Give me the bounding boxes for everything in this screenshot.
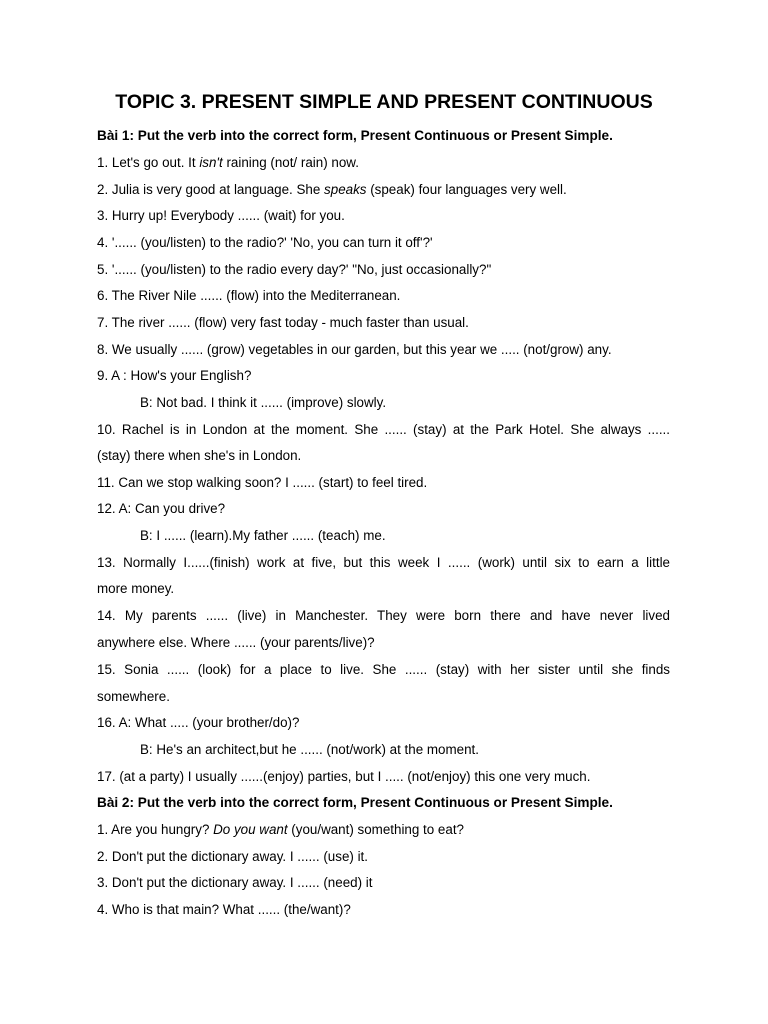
exercise-1-question-7: 7. The river ...... (flow) very fast today - much faster than usual. — [97, 315, 469, 330]
exercise-2-heading: Bài 2: Put the verb into the correct form, Present Continuous or Present Simple. — [97, 795, 613, 810]
exercise-1-question-16-a: 16. A: What ..... (your brother/do)? — [97, 715, 300, 730]
exercise-1-question-14-line-1: 14. My parents ...... (live) in Manchester. They were born there and have never lived — [97, 608, 670, 623]
exercise-1-question-16-b: B: He's an architect,but he ...... (not/work) at the moment. — [140, 742, 479, 757]
exercise-1-question-10-line-1: 10. Rachel is in London at the moment. She ...... (stay) at the Park Hotel. She always ...... — [97, 422, 670, 437]
exercise-1-question-13-line-1: 13. Normally I......(finish) work at five, but this week I ...... (work) until six to earn a little — [97, 555, 670, 570]
exercise-1-question-12-a: 12. A: Can you drive? — [97, 501, 226, 516]
exercise-1-question-9-b: B: Not bad. I think it ...... (improve) slowly. — [140, 395, 387, 410]
exercise-1-question-14-line-2: anywhere else. Where ...... (your parents/live)? — [97, 635, 375, 650]
page-title: TOPIC 3. PRESENT SIMPLE AND PRESENT CONTINUOUS — [115, 91, 653, 113]
exercise-1-question-10-line-2: (stay) there when she's in London. — [97, 448, 302, 463]
exercise-1-question-2: 2. Julia is very good at language. She speaks (speak) four languages very well. — [97, 182, 567, 197]
exercise-1-question-11: 11. Can we stop walking soon? I ...... (start) to feel tired. — [97, 475, 428, 490]
exercise-1-question-1: 1. Let's go out. It isn't raining (not/ rain) now. — [97, 155, 359, 170]
exercise-1-question-15-line-2: somewhere. — [97, 689, 170, 704]
exercise-2-question-2: 2. Don't put the dictionary away. I ...... (use) it. — [97, 849, 368, 864]
exercise-1-question-4: 4. '...... (you/listen) to the radio?' 'No, you can turn it off'?' — [97, 235, 433, 250]
exercise-1-question-13-line-2: more money. — [97, 581, 175, 596]
exercise-1-question-6: 6. The River Nile ...... (flow) into the Mediterranean. — [97, 288, 401, 303]
exercise-1-heading: Bài 1: Put the verb into the correct form, Present Continuous or Present Simple. — [97, 128, 613, 143]
exercise-1-question-15-line-1: 15. Sonia ...... (look) for a place to live. She ...... (stay) with her sister until she finds — [97, 662, 670, 677]
exercise-1-question-5: 5. '...... (you/listen) to the radio every day?' "No, just occasionally?" — [97, 262, 492, 277]
exercise-1-question-12-b: B: I ...... (learn).My father ...... (teach) me. — [140, 528, 386, 543]
exercise-2-question-1: 1. Are you hungry? Do you want (you/want) something to eat? — [97, 822, 464, 837]
exercise-2-question-3: 3. Don't put the dictionary away. I ...... (need) it — [97, 875, 373, 890]
exercise-1-question-9-a: 9. A : How's your English? — [97, 368, 252, 383]
exercise-1-question-17: 17. (at a party) I usually ......(enjoy) parties, but I ..... (not/enjoy) this one very much. — [97, 769, 591, 784]
exercise-2-question-4: 4. Who is that main? What ...... (the/want)? — [97, 902, 351, 917]
exercise-1-question-8: 8. We usually ...... (grow) vegetables in our garden, but this year we ..... (not/grow) any. — [97, 342, 612, 357]
exercise-1-question-3: 3. Hurry up! Everybody ...... (wait) for you. — [97, 208, 345, 223]
